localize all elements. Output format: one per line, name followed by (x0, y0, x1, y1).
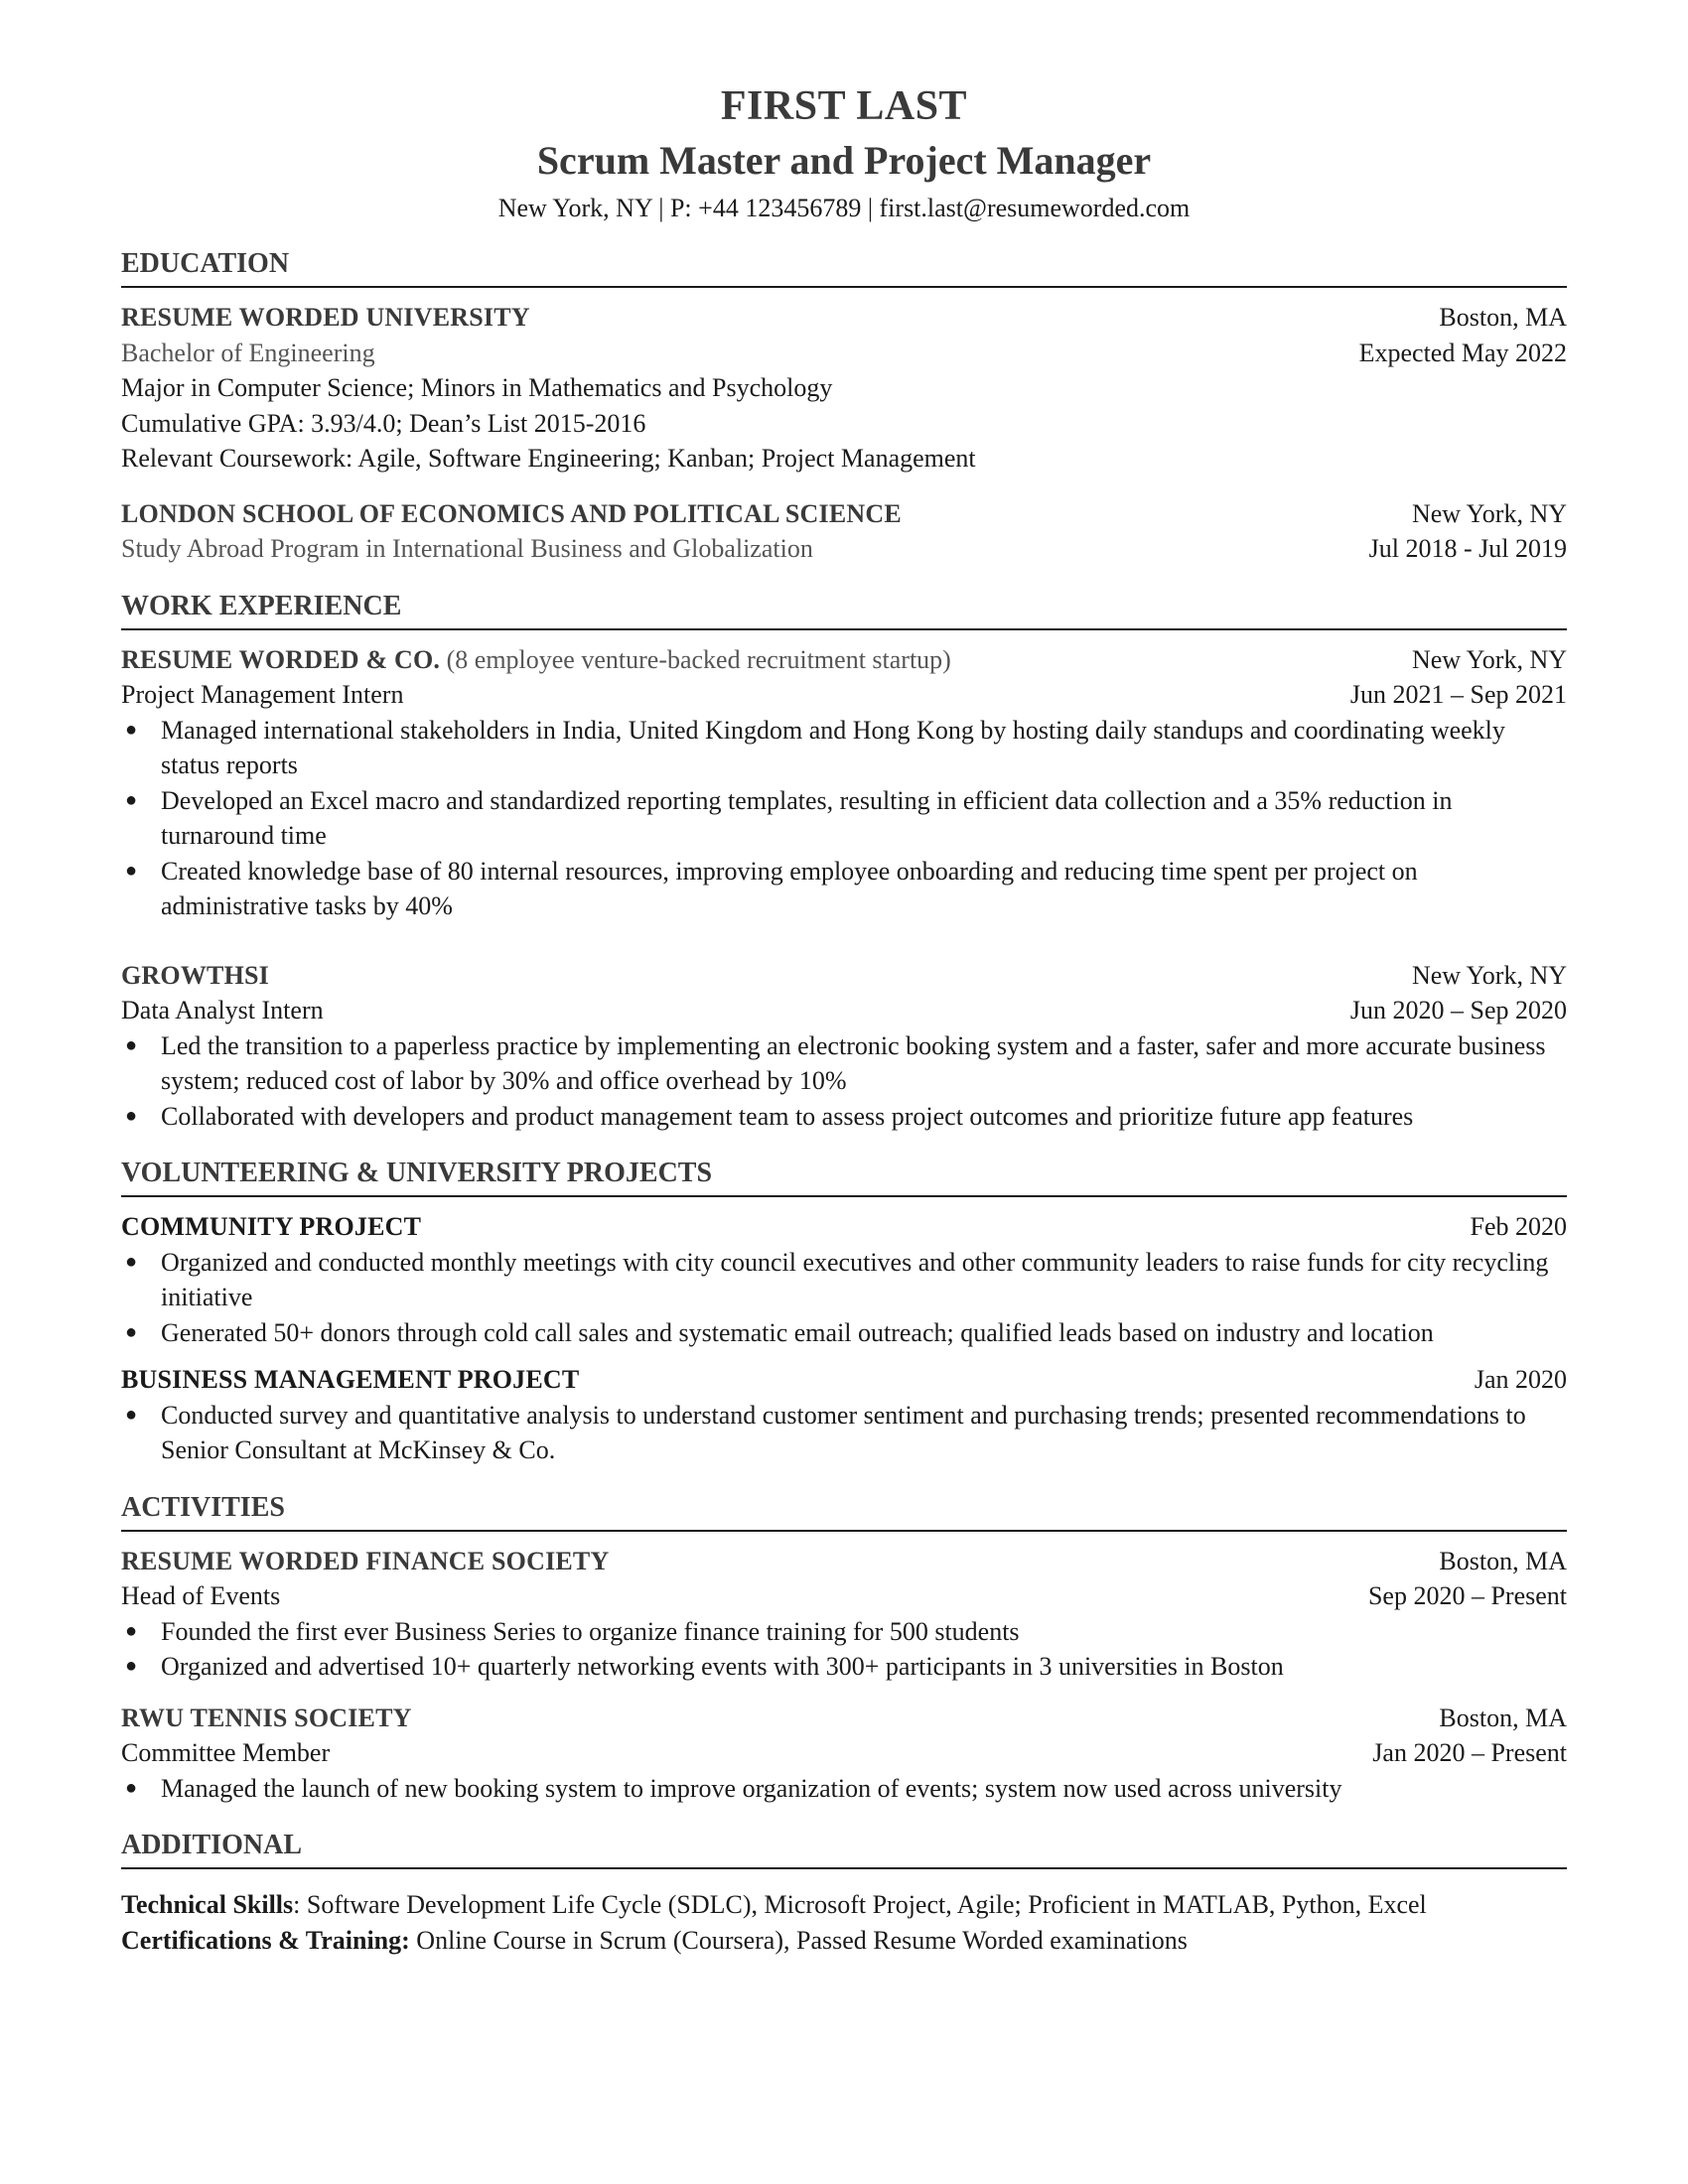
bullet-text: Generated 50+ donors through cold call sales and systematic email outreach; qualified leads based on industry and location (161, 1317, 1434, 1347)
bullet-item (121, 854, 1567, 924)
project-entry (121, 1362, 1567, 1468)
entry-subheader-row (121, 531, 1567, 567)
section-title-additional: ADDITIONAL (121, 1826, 1567, 1869)
resume-header (121, 79, 1567, 228)
bullet-icon: ● (125, 1104, 138, 1127)
project-date: Jan 2020 (1474, 1365, 1567, 1394)
volunteering-section (121, 1154, 1567, 1468)
section-title-work-experience: WORK EXPERIENCE (121, 587, 1567, 630)
entry-header-row (121, 1362, 1567, 1398)
bullet-text: Led the transition to a paperless practice by implementing an electronic booking system and a faster, safer and more accurate business system; reduced cost of labor by 30% and office overhead by 10% (161, 1030, 1546, 1095)
entry-subheader-row (121, 336, 1567, 371)
bullet-item (121, 1614, 1567, 1650)
job-location: New York, NY (1411, 960, 1567, 990)
job-title: Project Management Intern (121, 680, 404, 709)
activity-dates: Jan 2020 – Present (1372, 1738, 1567, 1767)
job-dates: Jun 2020 – Sep 2020 (1349, 996, 1567, 1024)
entry-header-row (121, 642, 1567, 678)
school-location: New York, NY (1411, 498, 1567, 528)
certifications-label: Certifications & Training: (121, 1925, 410, 1955)
organization-location: Boston, MA (1439, 1703, 1567, 1732)
graduation-date: Expected May 2022 (1358, 338, 1567, 367)
bullet-icon: ● (125, 859, 138, 882)
section-title-activities: ACTIVITIES (121, 1488, 1567, 1532)
program: Study Abroad Program in International Business and Globalization (121, 534, 813, 563)
entry-header-row (121, 1209, 1567, 1245)
entry-subheader-row (121, 677, 1567, 713)
bullet-text: Collaborated with developers and product management team to assess project outcomes and prioritize future app features (161, 1101, 1414, 1131)
organization-name: RWU TENNIS SOCIETY (121, 1703, 412, 1732)
bullet-text: Created knowledge base of 80 internal resources, improving employee onboarding and reducing time spent per project on administrative tasks by 40% (161, 856, 1418, 920)
section-title-volunteering: VOLUNTEERING & UNIVERSITY PROJECTS (121, 1154, 1567, 1197)
technical-skills-line (121, 1887, 1567, 1923)
bullet-list (121, 1771, 1567, 1807)
candidate-name: FIRST LAST (720, 83, 968, 129)
entry-header-row (121, 496, 1567, 532)
candidate-headline: Scrum Master and Project Manager (536, 138, 1152, 183)
project-entry (121, 1209, 1567, 1350)
activity-entry (121, 1701, 1567, 1807)
bullet-item (121, 1315, 1567, 1351)
bullet-icon: ● (125, 1776, 138, 1799)
entry-subheader-row (121, 993, 1567, 1028)
additional-section (121, 1826, 1567, 1958)
activity-role: Committee Member (121, 1738, 331, 1767)
bullet-item (121, 1649, 1567, 1685)
contact-info: New York, NY | P: +44 123456789 | first.last@resumeworded.com (497, 194, 1191, 222)
company-line (121, 642, 951, 678)
bullet-text: Managed the launch of new booking system to improve organization of events; system now used across university (161, 1773, 1342, 1803)
project-date: Feb 2020 (1470, 1212, 1567, 1241)
bullet-text: Developed an Excel macro and standardized reporting templates, resulting in efficient data collection and a 35% reduction in turnaround time (161, 785, 1453, 850)
bullet-list (121, 713, 1567, 924)
bullet-icon: ● (125, 788, 138, 811)
bullet-item (121, 1245, 1567, 1315)
school-location: Boston, MA (1439, 303, 1567, 332)
section-title-education: EDUCATION (121, 244, 1567, 288)
bullet-list (121, 1398, 1567, 1468)
bullet-item (121, 783, 1567, 854)
project-name: COMMUNITY PROJECT (121, 1212, 422, 1241)
technical-skills-text: : Software Development Life Cycle (SDLC), Microsoft Project, Agile; Proficient in MATLAB, Python, Excel (293, 1890, 1427, 1919)
bullet-icon: ● (125, 1619, 138, 1642)
bullet-item (121, 1771, 1567, 1807)
bullet-icon: ● (125, 718, 138, 741)
bullet-icon: ● (125, 1320, 138, 1343)
entry-subheader-row (121, 1578, 1567, 1614)
job-title: Data Analyst Intern (121, 996, 324, 1024)
organization-location: Boston, MA (1439, 1546, 1567, 1575)
bullet-icon: ● (125, 1655, 138, 1677)
bullet-item (121, 1398, 1567, 1468)
school-name: RESUME WORDED UNIVERSITY (121, 303, 530, 332)
entry-header-row (121, 1544, 1567, 1579)
bullet-text: Founded the first ever Business Series to organize finance training for 500 students (161, 1616, 1020, 1646)
job-location: New York, NY (1411, 644, 1567, 674)
entry-header-row (121, 1701, 1567, 1736)
activities-section (121, 1488, 1567, 1807)
bullet-list (121, 1614, 1567, 1685)
bullet-icon: ● (125, 1403, 138, 1426)
company-description: (8 employee venture-backed recruitment startup) (446, 644, 951, 674)
company-name: RESUME WORDED & CO. (121, 644, 441, 674)
certifications-text: Online Course in Scrum (Coursera), Passed Resume Worded examinations (409, 1925, 1188, 1955)
bullet-list (121, 1245, 1567, 1351)
degree: Bachelor of Engineering (121, 338, 375, 367)
technical-skills-label: Technical Skills (121, 1890, 294, 1919)
project-name: BUSINESS MANAGEMENT PROJECT (121, 1365, 580, 1394)
program-date: Jul 2018 - Jul 2019 (1368, 534, 1567, 563)
certifications-line (121, 1923, 1567, 1959)
bullet-text: Organized and conducted monthly meetings with city council executives and other community leaders to raise funds for city recycling initiative (161, 1247, 1549, 1311)
bullet-text: Conducted survey and quantitative analysis to understand customer sentiment and purchasing trends; presented recommendations to Senior Consultant at McKinsey & Co. (161, 1400, 1526, 1464)
activity-dates: Sep 2020 – Present (1367, 1581, 1567, 1610)
bullet-item (121, 713, 1567, 783)
bullet-icon: ● (125, 1250, 138, 1273)
education-entry (121, 496, 1567, 567)
bullet-icon: ● (125, 1033, 138, 1056)
entry-header-row (121, 958, 1567, 994)
education-entry (121, 300, 1567, 477)
job-dates: Jun 2021 – Sep 2021 (1349, 680, 1567, 709)
activity-entry (121, 1544, 1567, 1685)
education-detail: Relevant Coursework: Agile, Software Engineering; Kanban; Project Management (121, 444, 976, 473)
education-detail: Major in Computer Science; Minors in Mathematics and Psychology (121, 373, 833, 402)
bullet-item (121, 1028, 1567, 1099)
job-entry (121, 642, 1567, 924)
education-section (121, 244, 1567, 567)
entry-subheader-row (121, 1735, 1567, 1771)
activity-role: Head of Events (121, 1581, 281, 1610)
entry-header-row (121, 300, 1567, 336)
bullet-text: Organized and advertised 10+ quarterly networking events with 300+ participants in 3 universities in Boston (161, 1652, 1284, 1681)
bullet-list (121, 1028, 1567, 1135)
education-detail: Cumulative GPA: 3.93/4.0; Dean’s List 2015-2016 (121, 408, 646, 438)
work-experience-section (121, 587, 1567, 1135)
bullet-text: Managed international stakeholders in India, United Kingdom and Hong Kong by hosting daily standups and coordinating weekly status reports (161, 715, 1505, 779)
bullet-item (121, 1099, 1567, 1135)
job-entry (121, 958, 1567, 1135)
company-name: GROWTHSI (121, 960, 269, 990)
organization-name: RESUME WORDED FINANCE SOCIETY (121, 1546, 610, 1575)
school-name: LONDON SCHOOL OF ECONOMICS AND POLITICAL SCIENCE (121, 498, 902, 528)
